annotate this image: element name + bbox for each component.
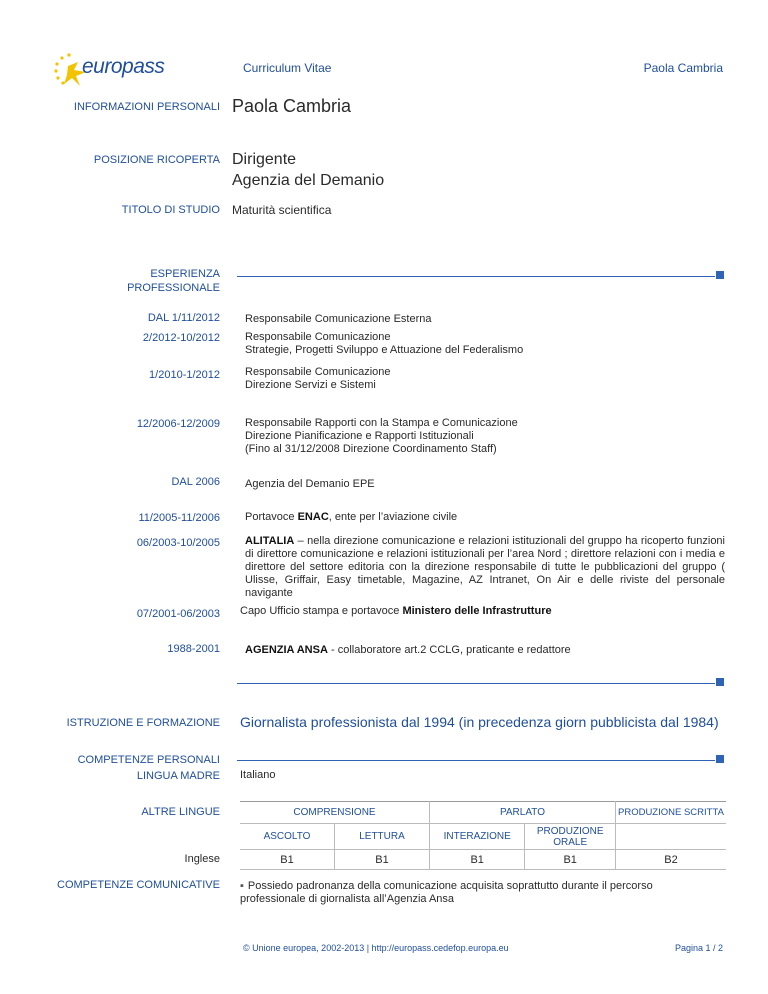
exp-text: , ente per l’aviazione civile [328,511,458,523]
language-table [240,801,726,870]
footer-copyright: © Unione europea, 2002-2013 | http://europass.cedefop.europa.eu [243,943,509,953]
exp-line: Direzione Pianificazione e Rapporti Istituzionali [245,430,474,442]
exp-bold: AGENZIA ANSA [245,644,328,656]
exp-date: 2/2012-10/2012 [142,332,220,344]
th-scritta: PRODUZIONE SCRITTA [618,807,724,818]
exp-line: Responsabile Comunicazione [245,366,391,378]
skills-label: COMPETENZE PERSONALI [77,754,220,766]
education-divider [237,683,715,684]
experience-label-1: ESPERIENZA [150,268,220,280]
exp-line: (Fino al 31/12/2008 Direzione Coordinamento Staff) [245,443,497,455]
education-label: ISTRUZIONE E FORMAZIONE [66,717,220,729]
exp-date: 06/2003-10/2005 [136,537,220,549]
experience-divider [237,276,715,277]
comm-skills-text [240,880,720,906]
comm-skills-label: COMPETENZE COMUNICATIVE [57,879,220,891]
level-interazione: B1 [430,850,525,870]
skills-divider [237,760,715,761]
exp-text: Portavoce [245,511,298,523]
exp-line: Responsabile Comunicazione Esterna [245,313,432,325]
experience-divider-marker [716,271,724,279]
education-divider-marker [716,678,724,686]
other-languages-label: ALTRE LINGUE [141,806,220,818]
exp-line: Responsabile Rapporti con la Stampa e Comunicazione [245,417,518,429]
study-value: Maturità scientifica [232,203,332,217]
level-ascolto: B1 [240,850,335,870]
exp-bold: ENAC [297,511,329,523]
exp-bold: ALITALIA [245,535,295,547]
level-produzione-orale: B1 [525,850,616,870]
th-lettura: LETTURA [335,824,430,850]
exp-paragraph-alitalia [245,535,725,600]
exp-line: Direzione Servizi e Sistemi [245,379,376,391]
position-line1: Dirigente [232,151,297,168]
skills-divider-marker [716,755,724,763]
exp-text: – nella direzione comunicazione e relazioni istituzionali del gruppo ha ricoperto funzioni di direttore comunicazione e relazioni istituzionali per l’area Nord ; direttore relazioni con i media e direttore del settore editoria con la direzione responsabile di tutte le pubblicazioni del gruppo ( Ulisse, Griffair, Easy timetable, Magazine, AZ Intranet, On Air e delle riviste del personale navigante [245,535,725,599]
exp-text: - collaboratore art.2 CCLG, praticante e redattore [327,644,571,656]
personal-info-label: INFORMAZIONI PERSONALI [73,101,220,113]
language-row-label: Inglese [184,853,220,865]
position-line2: Agenzia del Demanio [232,172,385,189]
doc-label: Curriculum Vitae [243,61,332,75]
europass-logo [52,50,172,90]
exp-line: Responsabile Comunicazione [245,331,391,343]
exp-line: Strategie, Progetti Sviluppo e Attuazione del Federalismo [245,344,524,356]
education-value: Giornalista professionista dal 1994 (in precedenza giorn pubblicista dal 1984) [240,714,719,730]
exp-date: 1988-2001 [167,643,220,655]
exp-line: Agenzia del Demanio EPE [245,478,375,490]
position-label: POSIZIONE RICOPERTA [93,154,220,166]
exp-date: DAL 1/11/2012 [147,312,220,324]
exp-date: 1/2010-1/2012 [149,369,220,381]
exp-date: 07/2001-06/2003 [136,608,220,620]
th-interazione: INTERAZIONE [430,824,525,850]
europass-logo-text: europass [82,55,165,78]
experience-label-2: PROFESSIONALE [127,282,220,294]
footer-page: Pagina 1 / 2 [674,943,723,953]
mother-tongue-label: LINGUA MADRE [136,770,220,782]
level-scritta: B2 [664,853,678,866]
bullet-icon: ▪ [240,880,244,892]
exp-date: 12/2006-12/2009 [136,418,220,430]
exp-line-enac [245,511,457,524]
th-comprensione: COMPRENSIONE [240,802,430,824]
exp-date: 11/2005-11/2006 [138,512,220,524]
exp-line-ministero [240,605,552,618]
th-parlato: PARLATO [430,802,616,824]
header-name: Paola Cambria [643,61,723,75]
exp-text: Capo Ufficio stampa e portavoce [240,605,403,617]
full-name: Paola Cambria [232,96,352,116]
study-label: TITOLO DI STUDIO [121,204,220,216]
th-ascolto: ASCOLTO [240,824,335,850]
comm-skills-body: Possiedo padronanza della comunicazione acquisita soprattutto durante il percorso professionale di giornalista all’Agenzia Ansa [240,880,653,905]
exp-bold: Ministero delle Infrastrutture [402,605,552,617]
exp-line-ansa [245,644,571,657]
th-produzione-orale: PRODUZIONE ORALE [525,824,616,850]
mother-tongue-value: Italiano [240,769,276,781]
exp-date: DAL 2006 [171,476,220,488]
level-lettura: B1 [335,850,430,870]
